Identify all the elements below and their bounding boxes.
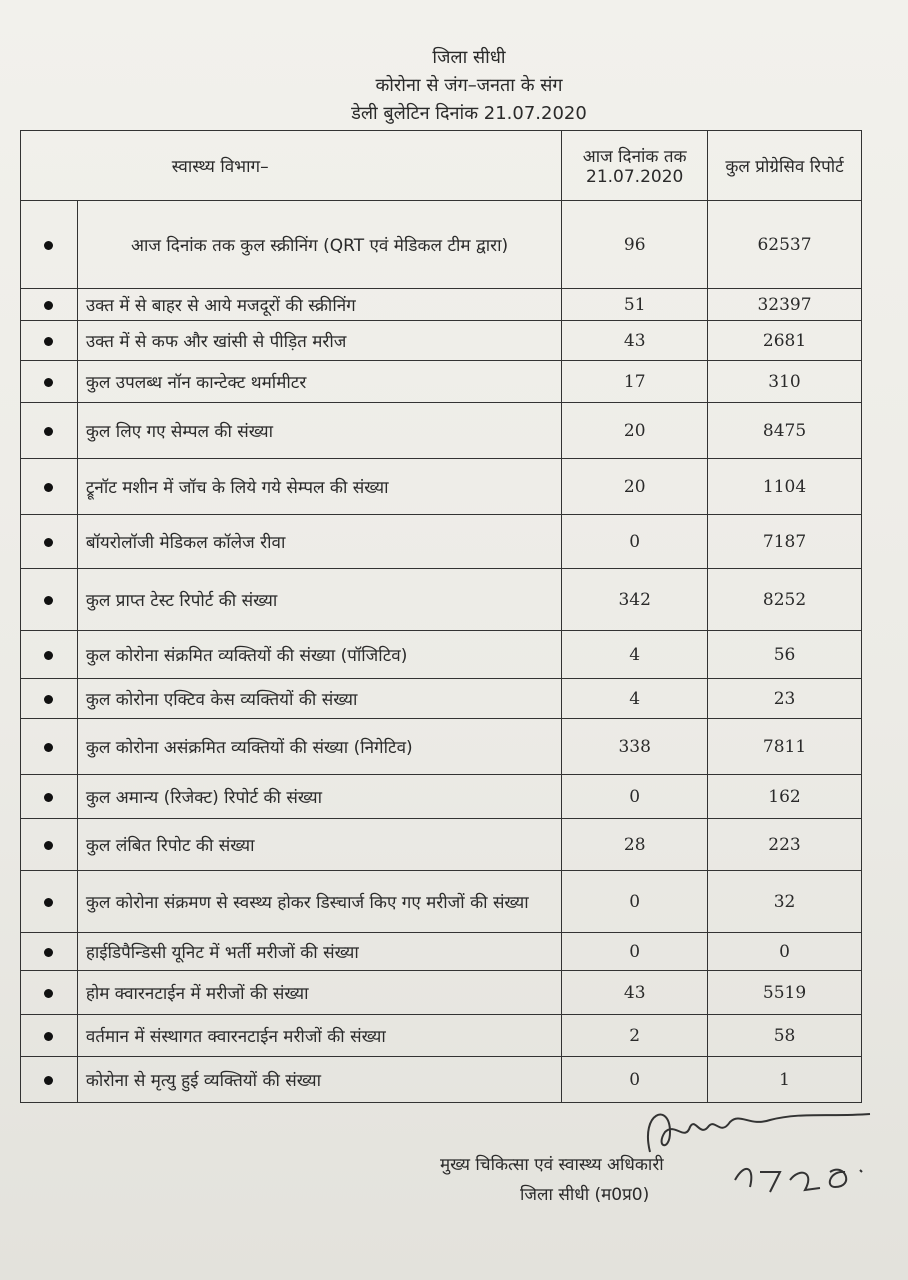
row-label: कुल उपलब्ध नॉन कान्टेक्ट थर्मामीटर xyxy=(77,361,562,403)
row-today-value: 43 xyxy=(562,321,708,361)
bullet-icon xyxy=(44,1076,53,1085)
bullet-icon xyxy=(44,378,53,387)
row-total-value: 62537 xyxy=(708,201,862,289)
bullet-icon xyxy=(44,241,53,250)
row-total-value: 1 xyxy=(708,1057,862,1103)
row-today-value: 338 xyxy=(562,719,708,775)
handwritten-signature xyxy=(630,1092,890,1202)
row-bullet xyxy=(21,459,78,515)
col-header-today: आज दिनांक तक 21.07.2020 xyxy=(562,131,708,201)
signatory-district: जिला सीधी (म0प्र0) xyxy=(520,1185,650,1205)
bulletin-date-title: डेली बुलेटिन दिनांक 21.07.2020 xyxy=(351,103,587,124)
bullet-icon xyxy=(44,337,53,346)
row-bullet xyxy=(21,569,78,631)
row-bullet xyxy=(21,933,78,971)
bullet-icon xyxy=(44,948,53,957)
row-label: बॉयरोलॉजी मेडिकल कॉलेज रीवा xyxy=(77,515,562,569)
row-today-value: 20 xyxy=(562,403,708,459)
bullet-icon xyxy=(44,538,53,547)
row-today-value: 4 xyxy=(562,631,708,679)
row-today-value: 2 xyxy=(562,1015,708,1057)
table-row xyxy=(21,719,862,775)
row-bullet xyxy=(21,361,78,403)
row-today-value: 43 xyxy=(562,971,708,1015)
row-total-value: 32397 xyxy=(708,289,862,321)
row-total-value: 5519 xyxy=(708,971,862,1015)
row-total-value: 310 xyxy=(708,361,862,403)
row-bullet xyxy=(21,321,78,361)
row-today-value: 96 xyxy=(562,201,708,289)
health-stats-table xyxy=(20,130,862,1103)
row-total-value: 8475 xyxy=(708,403,862,459)
row-bullet xyxy=(21,871,78,933)
row-total-value: 162 xyxy=(708,775,862,819)
row-total-value: 32 xyxy=(708,871,862,933)
row-bullet xyxy=(21,515,78,569)
row-bullet xyxy=(21,1015,78,1057)
district-title: जिला सीधी xyxy=(432,47,506,68)
bullet-icon xyxy=(44,483,53,492)
row-label: ट्रूनॉट मशीन में जॉच के लिये गये सेम्पल की संख्या xyxy=(77,459,562,515)
row-label: कुल कोरोना एक्टिव केस व्यक्तियों की संख्या xyxy=(77,679,562,719)
row-today-value: 0 xyxy=(562,1057,708,1103)
campaign-slogan: कोरोना से जंग–जनता के संग xyxy=(375,75,563,96)
bullet-icon xyxy=(44,427,53,436)
table-row xyxy=(21,403,862,459)
row-today-value: 4 xyxy=(562,679,708,719)
table-row xyxy=(21,819,862,871)
row-today-value: 51 xyxy=(562,289,708,321)
table-row xyxy=(21,321,862,361)
bullet-icon xyxy=(44,989,53,998)
row-bullet xyxy=(21,1057,78,1103)
table-row xyxy=(21,1015,862,1057)
bulletin-header xyxy=(0,44,908,128)
row-label: उक्त में से बाहर से आये मजदूरों की स्क्रीनिंग xyxy=(77,289,562,321)
bullet-icon xyxy=(44,743,53,752)
table-row xyxy=(21,361,862,403)
bullet-icon xyxy=(44,793,53,802)
row-total-value: 23 xyxy=(708,679,862,719)
row-total-value: 2681 xyxy=(708,321,862,361)
row-bullet xyxy=(21,719,78,775)
row-label: कुल कोरोना संक्रमण से स्वस्थ्य होकर डिस्चार्ज किए गए मरीजों की संख्या xyxy=(77,871,562,933)
row-label: कुल कोरोना संक्रमित व्यक्तियों की संख्या (पॉजिटिव) xyxy=(77,631,562,679)
row-bullet xyxy=(21,201,78,289)
row-today-value: 0 xyxy=(562,933,708,971)
row-total-value: 8252 xyxy=(708,569,862,631)
row-bullet xyxy=(21,971,78,1015)
row-bullet xyxy=(21,679,78,719)
table-row xyxy=(21,515,862,569)
table-row xyxy=(21,631,862,679)
row-label: कुल अमान्य (रिजेक्ट) रिपोर्ट की संख्या xyxy=(77,775,562,819)
row-label: हाईडिपैन्डिसी यूनिट में भर्ती मरीजों की संख्या xyxy=(77,933,562,971)
table-row xyxy=(21,775,862,819)
row-today-value: 28 xyxy=(562,819,708,871)
col-header-total: कुल प्रोग्रेसिव रिपोर्ट xyxy=(708,131,862,201)
row-today-value: 17 xyxy=(562,361,708,403)
row-today-value: 342 xyxy=(562,569,708,631)
row-label: कुल कोरोना असंक्रमित व्यक्तियों की संख्या (निगेटिव) xyxy=(77,719,562,775)
col-header-department: स्वास्थ्य विभाग– xyxy=(21,131,562,201)
row-label: कुल लंबित रिपोट की संख्या xyxy=(77,819,562,871)
table-row xyxy=(21,289,862,321)
row-label: कुल प्राप्त टेस्ट रिपोर्ट की संख्या xyxy=(77,569,562,631)
row-total-value: 56 xyxy=(708,631,862,679)
row-label: वर्तमान में संस्थागत क्वारनटाईन मरीजों की संख्या xyxy=(77,1015,562,1057)
table-row xyxy=(21,201,862,289)
row-total-value: 58 xyxy=(708,1015,862,1057)
bullet-icon xyxy=(44,841,53,850)
row-label: उक्त में से कफ और खांसी से पीड़ित मरीज xyxy=(77,321,562,361)
table-row xyxy=(21,459,862,515)
table-row xyxy=(21,569,862,631)
row-label: कुल लिए गए सेम्पल की संख्या xyxy=(77,403,562,459)
bullet-icon xyxy=(44,651,53,660)
table-row xyxy=(21,933,862,971)
row-today-value: 0 xyxy=(562,515,708,569)
row-total-value: 7811 xyxy=(708,719,862,775)
row-today-value: 0 xyxy=(562,775,708,819)
row-total-value: 7187 xyxy=(708,515,862,569)
row-total-value: 0 xyxy=(708,933,862,971)
table-row xyxy=(21,679,862,719)
row-bullet xyxy=(21,631,78,679)
row-label: आज दिनांक तक कुल स्क्रीनिंग (QRT एवं मेडिकल टीम द्वारा) xyxy=(77,201,562,289)
row-bullet xyxy=(21,775,78,819)
row-total-value: 1104 xyxy=(708,459,862,515)
row-label: होम क्वारनटाईन में मरीजों की संख्या xyxy=(77,971,562,1015)
row-bullet xyxy=(21,819,78,871)
row-bullet xyxy=(21,289,78,321)
row-label: कोरोना से मृत्यु हुई व्यक्तियों की संख्या xyxy=(77,1057,562,1103)
row-today-value: 0 xyxy=(562,871,708,933)
row-today-value: 20 xyxy=(562,459,708,515)
table-row xyxy=(21,871,862,933)
bullet-icon xyxy=(44,898,53,907)
row-total-value: 223 xyxy=(708,819,862,871)
bullet-icon xyxy=(44,1032,53,1041)
bullet-icon xyxy=(44,301,53,310)
bullet-icon xyxy=(44,695,53,704)
bullet-icon xyxy=(44,596,53,605)
table-row xyxy=(21,971,862,1015)
row-bullet xyxy=(21,403,78,459)
signatory-designation: मुख्य चिकित्सा एवं स्वास्थ्य अधिकारी xyxy=(440,1155,664,1175)
